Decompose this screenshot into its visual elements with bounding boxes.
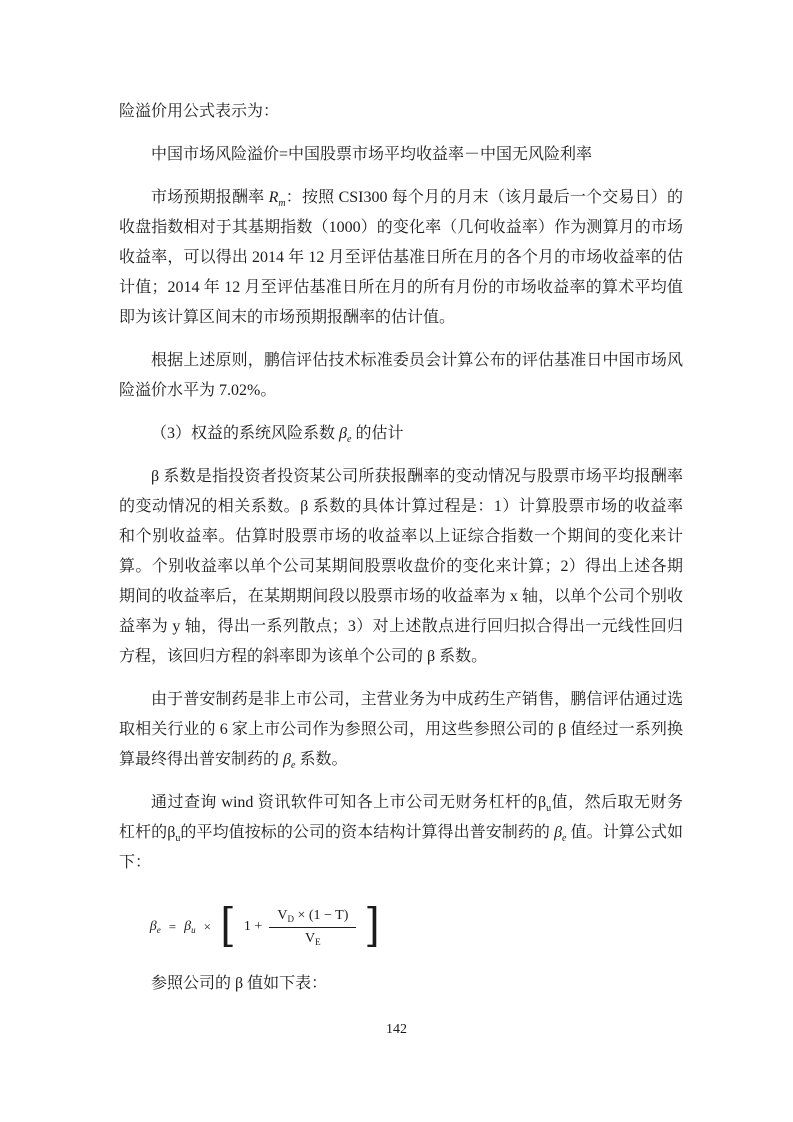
wind-seg3: 的平均值按标的公司的资本结构计算得出普安制药的: [180, 824, 555, 841]
numerator-tax-term: × (1 − T): [293, 907, 349, 923]
paragraph-continuation: [119, 97, 683, 127]
wind-seg4: 值。计算公式如下：: [119, 824, 683, 871]
paragraph-beta-definition: [119, 462, 683, 672]
equals-sign: =: [168, 919, 177, 934]
formula-beta-u-subscript: u: [191, 925, 196, 935]
wind-seg2: 值，然后取无财务杠杆的: [119, 794, 683, 841]
denominator-ve-subscript: E: [315, 936, 321, 947]
variable-beta-e-wind: β: [554, 824, 563, 841]
variable-beta-u-1: β: [538, 794, 547, 811]
numerator-vd: V: [277, 907, 288, 923]
formula-line-market-risk-premium: [119, 140, 683, 170]
beta-definition-text: β 系数是指投资者投资某公司所获报酬率的变动情况与股票市场平均报酬率的变动情况的相关系数。β 系数的具体计算过程是：1）计算股票市场的收益率和个别收益率。估算时股票市场的收益率以上证综合指数一个期间的变化来计算。个别收益率以单个公司某期间股票收盘价的变化来计算；2）得出上述各期期间的收益率后，在某期期间段以股票市场的收益率为 x 轴，以单个公司个别收益率为 y 轴，得出一系列散点；3）对上述散点进行回归拟合得出一元线性回归方程，该回归方程的斜率即为该单个公司的 β 系数。: [119, 468, 683, 665]
variable-beta-u-2: β: [167, 824, 176, 841]
paragraph-continuation-text: 险溢价用公式表示为：: [119, 103, 280, 120]
variable-beta-e-wind-subscript: e: [562, 833, 567, 844]
expected-return-body: ：按照 CSI300 每个月的月末（该月最后一个交易日）的收盘指数相对于其基期指数（1000）的变化率（几何收益率）作为测算月的市场收益率，可以得出 2014 年 12 月至评估基准日所在月的各个月的市场收益率的估计值；2014 年 12 月至评估基准日所在月的所有月份的市场收益率的算术平均值即为该计算区间末的市场预期报酬率的估计值。: [119, 189, 683, 326]
formula-beta-e-subscript: e: [156, 925, 161, 935]
formula-beta-u: β: [184, 919, 192, 934]
paragraph-risk-premium-level: [119, 346, 683, 406]
heading-beta-estimation: [119, 419, 683, 449]
wind-seg1: 通过查询 wind 资讯软件可知各上市公司无财务杠杆的: [151, 794, 539, 811]
risk-premium-level-text: 根据上述原则，鹏信评估技术标准委员会计算公布的评估基准日中国市场风险溢价水平为 7.02%。: [119, 352, 683, 399]
formula-one-plus: 1 +: [243, 919, 263, 934]
variable-beta-u-1-subscript: u: [546, 803, 552, 814]
fraction-numerator: [269, 908, 356, 928]
formula-fraction: [269, 908, 356, 947]
formula-lhs: [150, 919, 161, 935]
variable-beta-u-2-subscript: u: [175, 833, 181, 844]
paragraph-comparable-companies: [119, 685, 683, 775]
fraction-denominator: [305, 928, 321, 947]
heading-beta-suffix: 的估计: [351, 425, 404, 442]
expected-return-prefix: 市场预期报酬率: [151, 189, 269, 206]
comparable-companies-prefix: 由于普安制药是非上市公司，主营业务为中成药生产销售，鹏信评估通过选取相关行业的 6 家上市公司作为参照公司，用这些参照公司的 β 值经过一系列换算最终得出普安制药的: [119, 691, 683, 768]
variable-rm-subscript: m: [278, 198, 286, 209]
table-intro-text: 参照公司的 β 值如下表：: [151, 975, 328, 992]
paragraph-expected-market-return: [119, 183, 683, 333]
variable-rm: R: [268, 189, 279, 206]
denominator-ve: V: [305, 930, 316, 946]
beta-conversion-formula: $\beta_e$ = $\beta_u$ × [ 1 + $\frac{V_D \times (1 - T)}{V_E}$ ]: [149, 898, 380, 952]
formula-rhs-beta: [184, 919, 195, 935]
formula-beta-e: β: [149, 919, 157, 934]
variable-beta-e-inline: β: [283, 751, 291, 768]
variable-beta-e: β: [339, 425, 347, 442]
multiply-sign: ×: [203, 919, 211, 934]
numerator-vd-subscript: D: [287, 913, 294, 924]
variable-beta-e-inline-subscript: e: [290, 760, 296, 771]
page-body: [119, 97, 683, 999]
paragraph-wind-calculation: [119, 788, 683, 878]
market-risk-premium-equation-text: 中国市场风险溢价=中国股票市场平均收益率－中国无风险利率: [151, 146, 593, 163]
heading-beta-prefix: （3）权益的系统风险系数: [151, 425, 340, 442]
comparable-companies-suffix: 系数。: [295, 751, 348, 768]
variable-beta-e-subscript: e: [346, 434, 352, 445]
paragraph-table-intro: [119, 969, 683, 999]
page-number: 142: [386, 1022, 407, 1037]
